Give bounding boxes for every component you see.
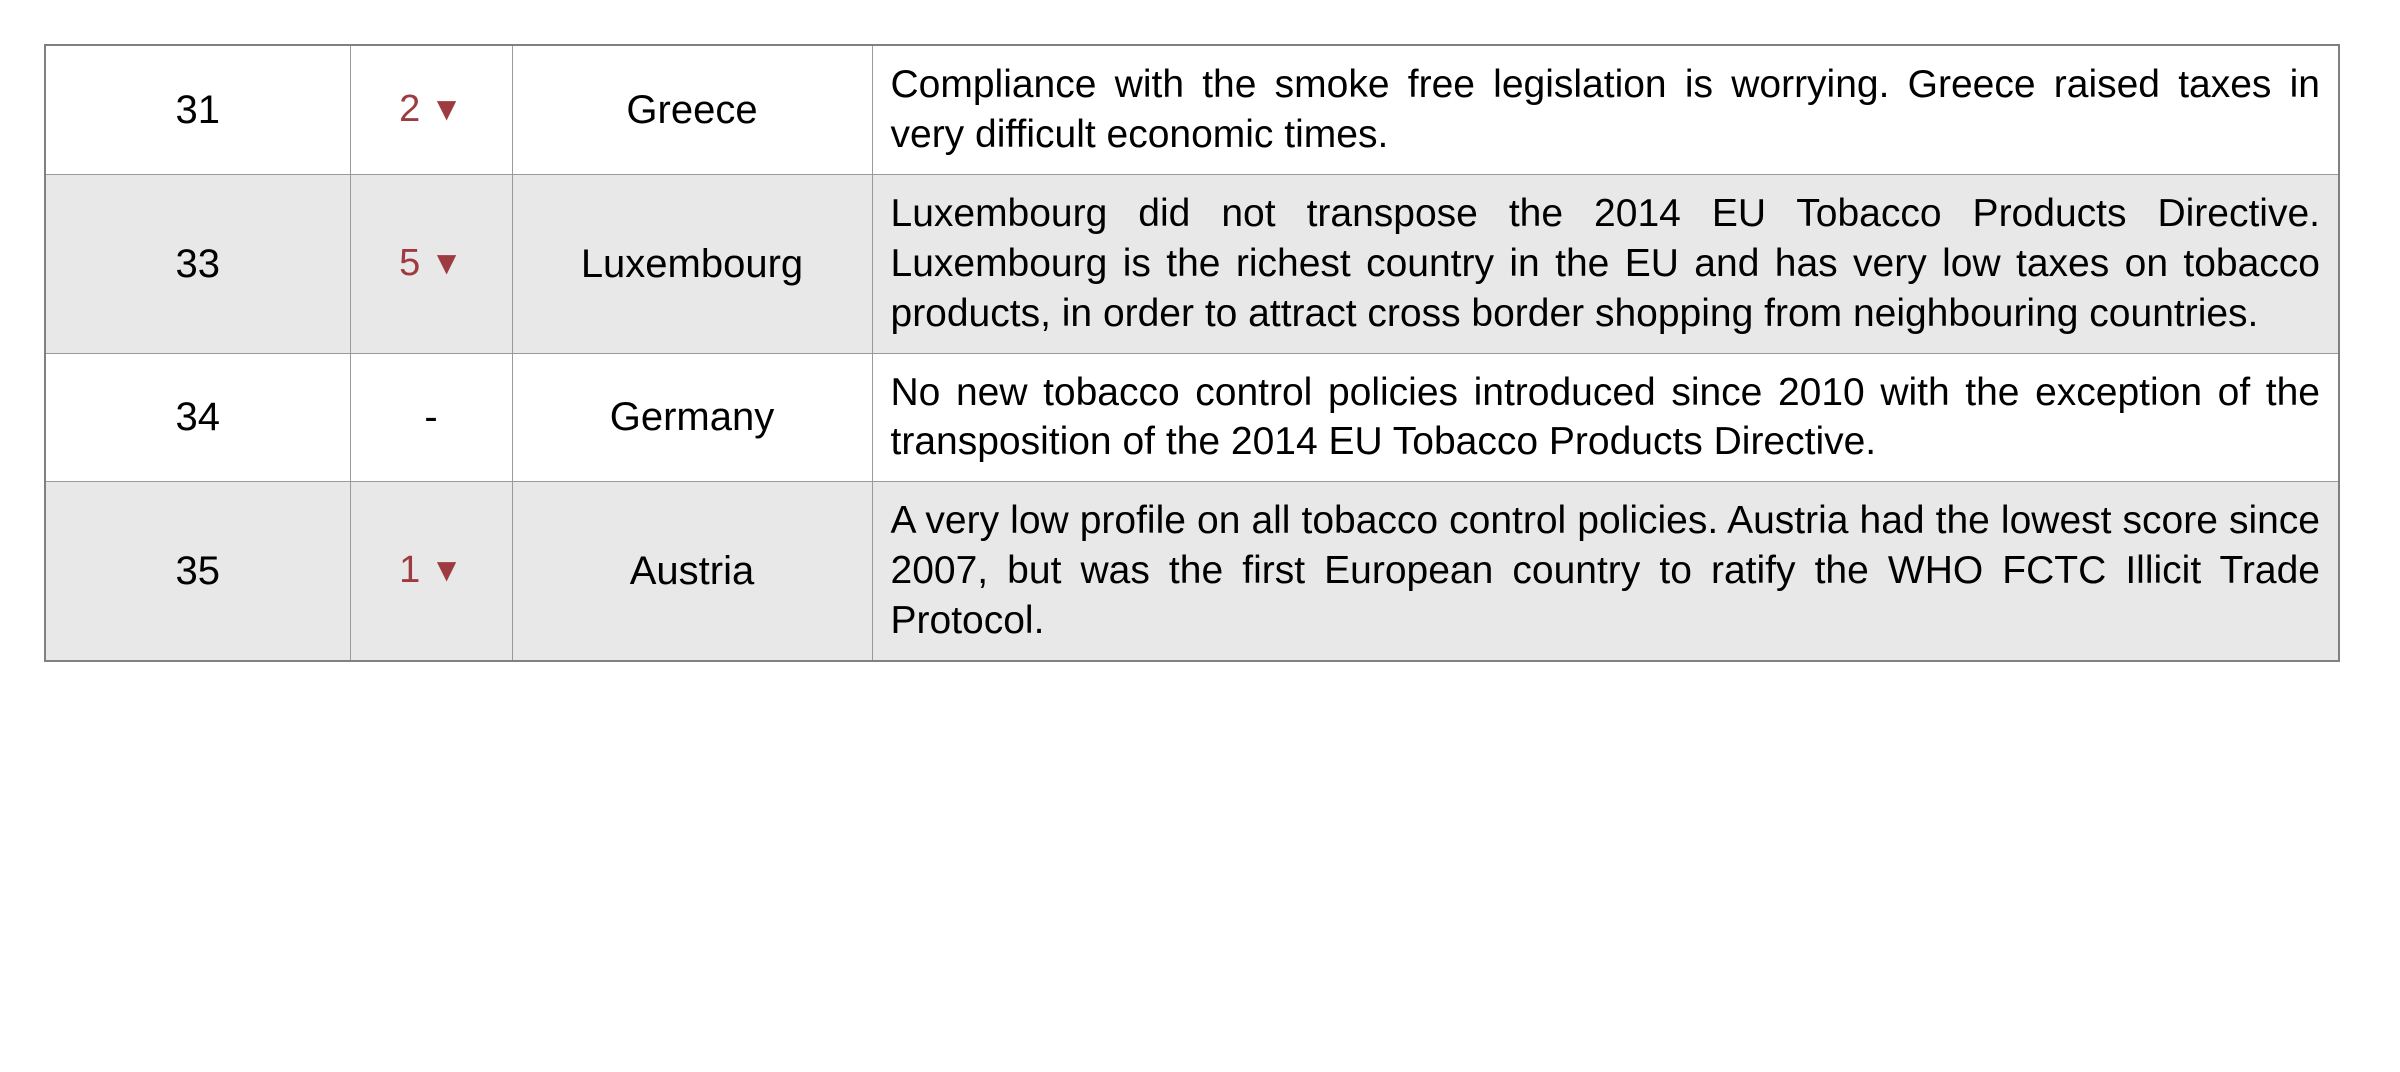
rank-change-value: - [424,395,438,440]
rank-cell: 34 [45,353,350,482]
rank-change-value: 5 [399,241,421,284]
rank-cell: 33 [45,174,350,353]
country-ranking-table [44,44,2340,662]
rank-change-cell [350,174,512,353]
rank-change-value: 1 [399,549,421,592]
country-cell: Austria [512,482,872,661]
rank-cell: 35 [45,482,350,661]
country-cell: Luxembourg [512,174,872,353]
note-cell: A very low profile on all tobacco control policies. Austria had the lowest score since 2007, but was the first European country to ratify the WHO FCTC Illicit Trade Protocol. [872,482,2339,661]
down-triangle-icon: ▼ [430,90,463,128]
rank-change-cell [350,353,512,482]
table-row [45,482,2339,661]
rank-change-value: 2 [399,88,421,131]
country-cell: Germany [512,353,872,482]
note-cell: Compliance with the smoke free legislation is worrying. Greece raised taxes in very difficult economic times. [872,45,2339,174]
rank-cell: 31 [45,45,350,174]
table-row [45,174,2339,353]
note-cell: Luxembourg did not transpose the 2014 EU Tobacco Products Directive. Luxembourg is the richest country in the EU and has very low taxes on tobacco products, in order to attract cross border shopping from neighbouring countries. [872,174,2339,353]
rank-change-cell [350,45,512,174]
note-cell: No new tobacco control policies introduced since 2010 with the exception of the transposition of the 2014 EU Tobacco Products Directive. [872,353,2339,482]
table-row [45,353,2339,482]
rank-change-cell [350,482,512,661]
down-triangle-icon: ▼ [430,551,463,589]
country-cell: Greece [512,45,872,174]
down-triangle-icon: ▼ [430,243,463,281]
table-row [45,45,2339,174]
